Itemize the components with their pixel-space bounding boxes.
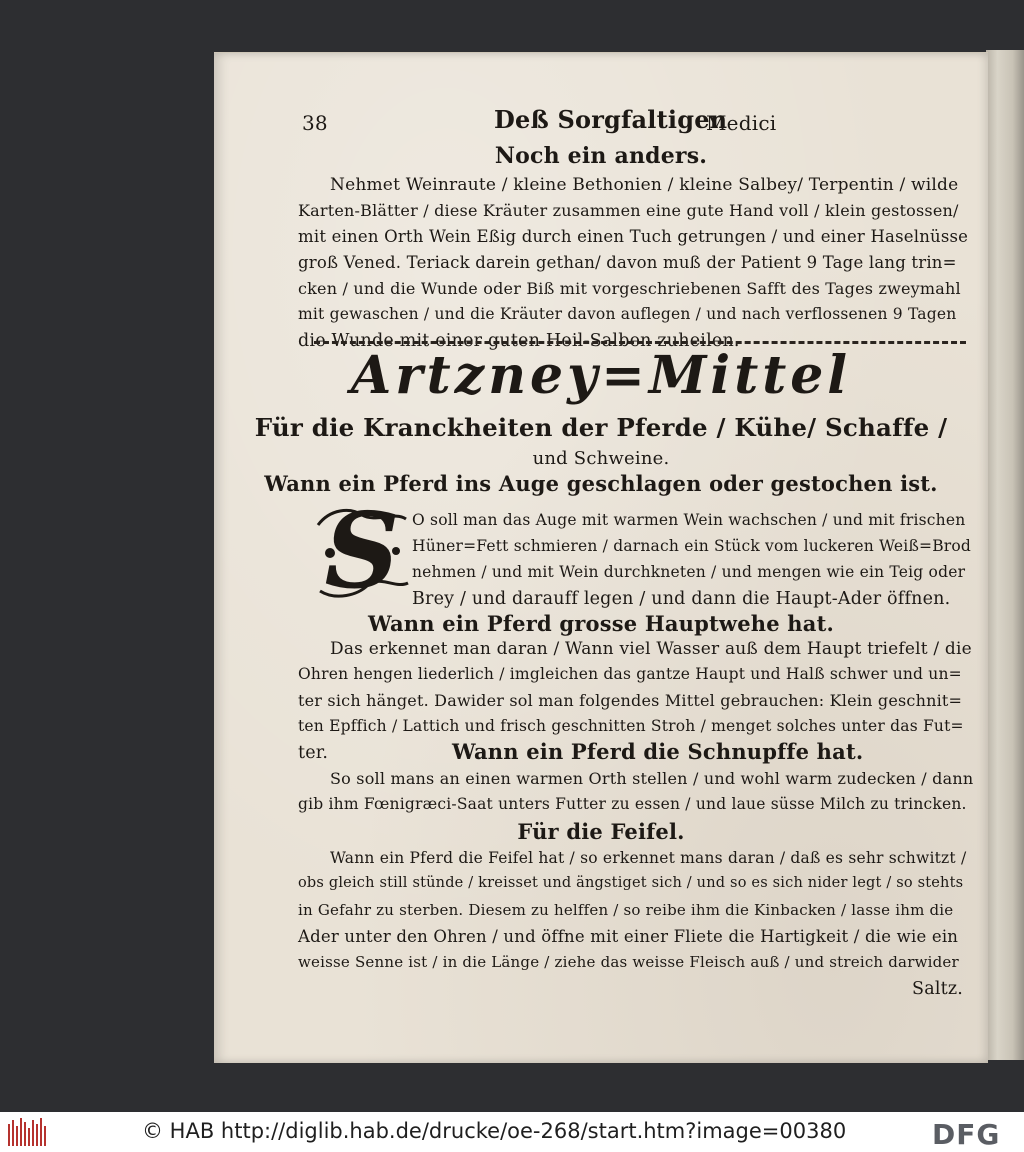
footer-bar xyxy=(0,1112,1024,1152)
para4-line-1: So soll mans an einen warmen Orth stellen / und wohl warm zudecken / dann xyxy=(330,769,974,788)
para5-line-1: Wann ein Pferd die Feifel hat / so erkennet mans daran / daß es sehr schwitzt / xyxy=(330,849,967,867)
drop-cap-letter: S xyxy=(324,489,400,612)
para5-line-2: obs gleich still stünde / kreisset und ängstiget sich / und so es sich nider legt / so stehts xyxy=(298,875,964,891)
para1-line-2: Karten-Blätter / diese Kräuter zusammen eine gute Hand voll / klein gestossen/ xyxy=(298,201,959,220)
para3-line-5: ter. xyxy=(298,743,329,763)
para3-line-2: Ohren hengen liederlich / imgleichen das gantze Haupt und Halß schwer und un= xyxy=(298,665,962,683)
section-subtitle: Für die Kranckheiten der Pferde / Kühe/ Schaffe / xyxy=(254,413,948,442)
heading-schnupffe: Wann ein Pferd die Schnupffe hat. xyxy=(452,739,864,764)
para2-line-1: O soll man das Auge mit warmen Wein wachschen / und mit frischen xyxy=(412,511,966,529)
book-page xyxy=(214,52,988,1063)
heading-feifel: Für die Feifel. xyxy=(517,819,685,844)
adjacent-page-edge xyxy=(986,50,1024,1060)
heading-noch-ein-anders: Noch ein anders. xyxy=(494,143,708,169)
hab-barcode-logo-icon xyxy=(6,1116,50,1148)
page-number: 38 xyxy=(302,111,328,135)
para5-line-3: in Gefahr zu sterben. Diesem zu helffen / so reibe ihm die Kinbacken / lasse ihm die xyxy=(298,901,954,919)
section-divider xyxy=(314,341,966,344)
para3-line-3: ter sich hänget. Dawider sol man folgendes Mittel gebrauchen: Klein geschnit= xyxy=(298,691,963,710)
section-title: Artzney=Mittel xyxy=(350,345,852,406)
para4-line-2: gib ihm Fœnigræci-Saat unters Futter zu essen / und laue süsse Milch zu trincken. xyxy=(298,795,967,813)
para5-line-4: Ader unter den Ohren / und öffne mit einer Fliete die Hartigkeit / die wie ein xyxy=(298,927,959,946)
para5-line-6: Saltz. xyxy=(912,979,964,999)
para5-line-5: weisse Senne ist / in die Länge / ziehe das weisse Fleisch auß / und streich darwider xyxy=(298,953,959,971)
para2-line-2: Hüner=Fett schmieren / darnach ein Stück vom luckeren Weiß=Brod xyxy=(412,537,972,555)
heading-auge: Wann ein Pferd ins Auge geschlagen oder gestochen ist. xyxy=(264,471,938,496)
para1-line-5: cken / und die Wunde oder Biß mit vorgeschriebenen Safft des Tages zweymahl xyxy=(298,279,961,298)
para3-line-4: ten Epffich / Lattich und frisch geschnitten Stroh / menget solches unter das Fut= xyxy=(298,717,964,735)
para1-line-1: Nehmet Weinraute / kleine Bethonien / kleine Salbey/ Terpentin / wilde xyxy=(330,175,959,195)
para2-line-3: nehmen / und mit Wein durchkneten / und mengen wie ein Teig oder xyxy=(412,563,966,581)
footer-copyright-url[interactable]: © HAB http://diglib.hab.de/drucke/oe-268/start.htm?image=00380 xyxy=(142,1119,847,1143)
running-head-latin: Medici xyxy=(706,111,777,135)
section-subtitle-continuation: und Schweine. xyxy=(532,448,670,469)
running-head: Deß Sorgfaltigen xyxy=(494,105,728,134)
para2-line-4: Brey / und darauff legen / und dann die Haupt-Ader öffnen. xyxy=(412,589,951,609)
para1-line-3: mit einen Orth Wein Eßig durch einen Tuch getrungen / und einer Haselnüsse xyxy=(298,227,969,246)
heading-hauptwehe: Wann ein Pferd grosse Hauptwehe hat. xyxy=(367,611,834,636)
para1-line-4: groß Vened. Teriack darein gethan/ davon muß der Patient 9 Tage lang trin= xyxy=(298,253,957,272)
para3-line-1: Das erkennet man daran / Wann viel Wasser auß dem Haupt triefelt / die xyxy=(330,639,972,659)
para1-line-7: die Wunde mit einer guten Heil-Salben zuheilen. xyxy=(298,331,740,351)
para1-line-6: mit gewaschen / und die Kräuter davon auflegen / und nach verflossenen 9 Tagen xyxy=(298,305,957,323)
dfg-logo: DFG xyxy=(932,1118,1001,1151)
